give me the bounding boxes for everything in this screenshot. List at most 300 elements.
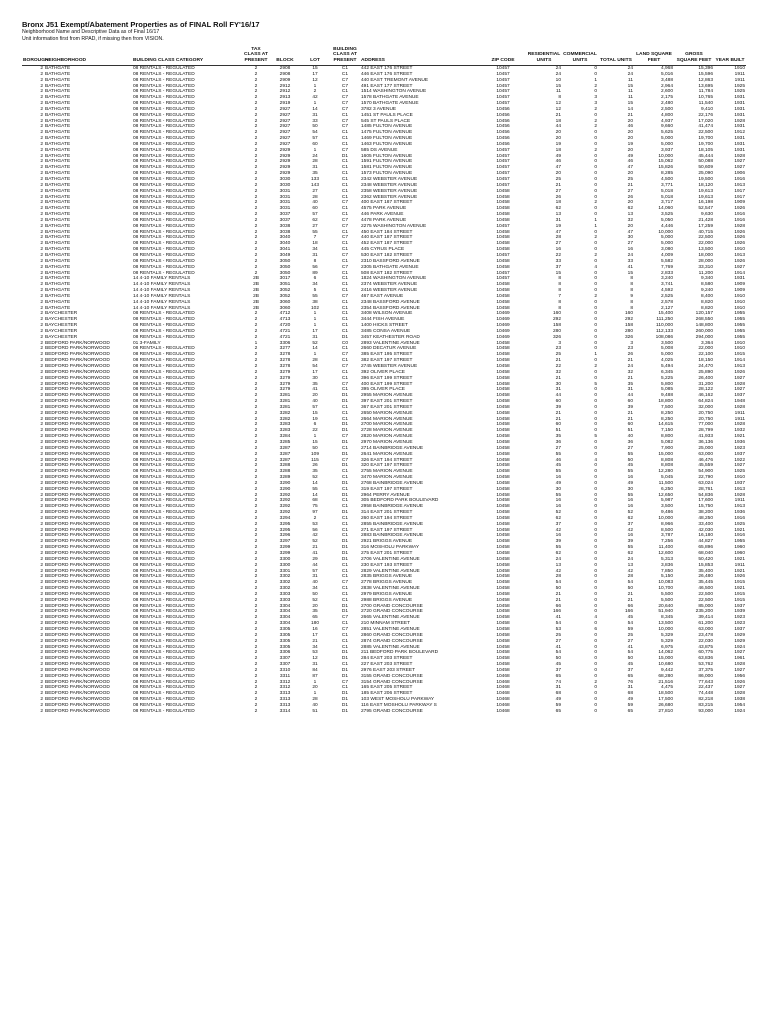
cell-neighborhood: BEDFORD PARK/NORWOOD	[45, 428, 110, 434]
cell-residential-units: 50	[555, 586, 561, 592]
cell-land-sqft: 15,826	[658, 165, 673, 171]
cell-building-class: C7	[341, 77, 349, 83]
cell-gross-sqft: 50,088	[698, 159, 713, 165]
cell-building-class: C7	[341, 147, 349, 153]
cell-lot: 34	[312, 247, 318, 253]
cell-land-sqft: 112,133	[656, 328, 673, 334]
cell-land-sqft: 8,966	[660, 521, 673, 527]
cell-year-built: 1928	[734, 422, 745, 428]
cell-tax-class: 2	[254, 194, 258, 200]
cell-neighborhood: BATHGATE	[45, 106, 71, 112]
cell-block: 3311	[279, 673, 291, 679]
cell-commercial-units: 0	[594, 358, 597, 364]
cell-year-built: 1928	[734, 662, 745, 668]
cell-borough: 2	[40, 650, 43, 656]
cell-gross-sqft: 50,609	[698, 165, 713, 171]
cell-total-units: 16	[627, 498, 633, 504]
cell-tax-class: 2	[254, 539, 258, 545]
cell-commercial-units: 0	[594, 568, 597, 574]
cell-address: 2855 BAINBRIDGE AVENUE	[361, 521, 424, 527]
cell-gross-sqft: 42,030	[698, 527, 713, 533]
cell-year-built: 1924	[734, 708, 745, 714]
cell-building-class-category: 08 RENTALS - REGULATED	[133, 463, 195, 469]
cell-commercial-units: 0	[594, 311, 597, 317]
table-header-row	[22, 47, 746, 66]
cell-gross-sqft: 9,410	[700, 106, 713, 112]
cell-tax-class: 1	[254, 340, 258, 346]
cell-land-sqft: 12,600	[658, 551, 673, 557]
cell-address: 1591 FULTON AVENUE	[361, 159, 413, 165]
cell-residential-units: 21	[555, 597, 561, 603]
cell-tax-class: 2	[254, 71, 258, 77]
cell-block: 3050	[279, 258, 291, 264]
cell-zip: 10458	[496, 282, 510, 288]
cell-residential-units: 52	[555, 510, 561, 516]
cell-commercial-units: 0	[594, 334, 597, 340]
cell-borough: 2	[40, 305, 43, 311]
cell-address: 2893 VALENTINE AVENUE	[361, 340, 420, 346]
cell-block: 2927	[279, 106, 291, 112]
cell-zip: 10458	[496, 375, 510, 381]
cell-residential-units: 21	[555, 410, 561, 416]
cell-lot: 14	[312, 492, 318, 498]
cell-commercial-units: 0	[594, 556, 597, 562]
cell-neighborhood: BATHGATE	[45, 141, 71, 147]
cell-lot: 30	[312, 375, 318, 381]
cell-lot: 97	[312, 510, 318, 516]
cell-address: 260 EAST 194 STREET	[361, 515, 413, 521]
cell-commercial-units: 0	[594, 422, 597, 428]
cell-land-sqft: 5,000	[660, 235, 673, 241]
cell-zip: 10458	[496, 609, 510, 615]
cell-tax-class: 2	[254, 95, 258, 101]
cell-building-class: C1	[341, 527, 349, 533]
cell-block: 3050	[279, 264, 291, 270]
cell-building-class: C1	[341, 323, 349, 329]
cell-total-units: 280	[624, 328, 633, 334]
cell-residential-units: 21	[555, 375, 561, 381]
cell-gross-sqft: 19,700	[698, 136, 713, 142]
cell-year-built: 1911	[734, 410, 745, 416]
cell-year-built: 1928	[734, 691, 745, 697]
cell-residential-units: 62	[555, 515, 561, 521]
cell-year-built: 1915	[734, 580, 745, 586]
cell-gross-sqft: 260,000	[695, 328, 713, 334]
cell-residential-units: 12	[555, 101, 561, 107]
cell-building-class: D1	[341, 539, 349, 545]
cell-zip: 10458	[496, 387, 510, 393]
column-header-gross-sqft: GROSS SQUARE FEET	[674, 47, 714, 66]
cell-building-class-category: 08 RENTALS - REGULATED	[133, 177, 195, 183]
cell-year-built: 1910	[734, 65, 745, 71]
cell-building-class: C1	[341, 574, 349, 580]
cell-gross-sqft: 82,218	[698, 697, 713, 703]
cell-tax-class: 2	[254, 323, 258, 329]
cell-borough: 2	[40, 486, 43, 492]
cell-total-units: 20	[627, 130, 633, 136]
cell-borough: 2	[40, 130, 43, 136]
cell-land-sqft: 2,480	[660, 101, 673, 107]
cell-land-sqft: 3,488	[660, 77, 673, 83]
cell-building-class-category: 08 RENTALS - REGULATED	[133, 375, 195, 381]
cell-zip: 10457	[496, 89, 510, 95]
cell-block: 3292	[279, 498, 291, 504]
cell-lot: 54	[312, 364, 318, 370]
cell-residential-units: 35	[555, 434, 561, 440]
cell-land-sqft: 11,500	[658, 480, 673, 486]
cell-tax-class: 2	[254, 317, 258, 323]
cell-address: 2829 VALENTINE AVENUE	[361, 568, 420, 574]
cell-year-built: 1909	[734, 200, 745, 206]
cell-commercial-units: 5	[594, 381, 597, 387]
cell-borough: 2	[40, 317, 43, 323]
cell-total-units: 46	[627, 159, 633, 165]
cell-neighborhood: BEDFORD PARK/NORWOOD	[45, 615, 110, 621]
cell-lot: 17	[312, 328, 318, 334]
cell-building-class-category: 08 RENTALS - REGULATED	[133, 469, 195, 475]
cell-borough: 2	[40, 293, 43, 299]
cell-total-units: 54	[627, 621, 633, 627]
cell-neighborhood: BEDFORD PARK/NORWOOD	[45, 521, 110, 527]
cell-address: 3782 3 AVENUE	[361, 106, 397, 112]
cell-land-sqft: 8,250	[660, 416, 673, 422]
cell-neighborhood: BEDFORD PARK/NORWOOD	[45, 551, 110, 557]
cell-commercial-units: 0	[594, 270, 597, 276]
cell-building-class-category: 08 RENTALS - REGULATED	[133, 656, 195, 662]
cell-lot: 52	[312, 340, 318, 346]
cell-zip: 10457	[496, 147, 510, 153]
cell-neighborhood: BEDFORD PARK/NORWOOD	[45, 702, 110, 708]
cell-building-class: C1	[341, 282, 349, 288]
cell-building-class: D1	[341, 393, 349, 399]
cell-lot: 75	[312, 504, 318, 510]
cell-borough: 2	[40, 264, 43, 270]
cell-block: 3282	[279, 410, 291, 416]
cell-gross-sqft: 36,136	[698, 439, 713, 445]
cell-total-units: 8	[630, 276, 633, 282]
cell-commercial-units: 0	[594, 644, 597, 650]
cell-neighborhood: BATHGATE	[45, 223, 71, 229]
cell-building-class-category: 08 RENTALS - REGULATED	[133, 393, 195, 399]
cell-gross-sqft: 8,580	[700, 282, 713, 288]
cell-lot: 57	[312, 404, 318, 410]
cell-tax-class: 2	[254, 591, 258, 597]
cell-land-sqft: 14,615	[658, 422, 673, 428]
cell-lot: 6	[313, 276, 317, 282]
cell-building-class-category: 08 RENTALS - REGULATED	[133, 702, 195, 708]
cell-commercial-units: 0	[594, 439, 597, 445]
cell-tax-class: 2	[254, 638, 258, 644]
cell-building-class-category: 08 RENTALS - REGULATED	[133, 685, 195, 691]
cell-year-built: 1955	[734, 311, 745, 317]
cell-lot: 102	[310, 305, 319, 311]
cell-commercial-units: 0	[594, 475, 597, 481]
cell-block: 3305	[279, 638, 291, 644]
cell-building-class-category: 08 RENTALS - REGULATED	[133, 445, 195, 451]
cell-zip: 10458	[496, 574, 510, 580]
cell-year-built: 1921	[734, 556, 745, 562]
cell-borough: 2	[40, 603, 43, 609]
cell-land-sqft: 111,250	[656, 317, 673, 323]
cell-address: 2820 MARION AVENUE	[361, 434, 413, 440]
cell-residential-units: 25	[555, 177, 561, 183]
cell-block: 3310	[279, 667, 291, 673]
cell-land-sqft: 3,500	[660, 340, 673, 346]
cell-total-units: 25	[627, 177, 633, 183]
cell-lot: 2	[313, 89, 317, 95]
cell-address: 392 OLIVER PLACE	[361, 369, 405, 375]
cell-residential-units: 24	[555, 556, 561, 562]
cell-residential-units: 33	[555, 258, 561, 264]
cell-neighborhood: BEDFORD PARK/NORWOOD	[45, 369, 110, 375]
cell-zip: 10458	[496, 632, 510, 638]
cell-year-built: 1909	[734, 282, 745, 288]
cell-borough: 2	[40, 83, 43, 89]
cell-residential-units: 280	[552, 328, 561, 334]
cell-year-built: 1915	[734, 597, 745, 603]
cell-residential-units: 24	[555, 71, 561, 77]
cell-tax-class: 2	[254, 434, 258, 440]
cell-address: 400 EAST 187 STREET	[361, 200, 413, 206]
cell-block: 2927	[279, 141, 291, 147]
cell-land-sqft: 4,800	[660, 112, 673, 118]
cell-tax-class: 2	[254, 77, 258, 83]
cell-gross-sqft: 38,200	[698, 510, 713, 516]
cell-tax-class: 2	[254, 165, 258, 171]
cell-year-built: 1916	[734, 515, 745, 521]
cell-building-class: C1	[341, 644, 349, 650]
cell-commercial-units: 0	[594, 182, 597, 188]
cell-commercial-units: 0	[594, 702, 597, 708]
cell-total-units: 33	[627, 258, 633, 264]
cell-lot: 1	[313, 101, 317, 107]
cell-borough: 2	[40, 235, 43, 241]
cell-neighborhood: BEDFORD PARK/NORWOOD	[45, 475, 110, 481]
cell-neighborhood: BEDFORD PARK/NORWOOD	[45, 393, 110, 399]
cell-borough: 2	[40, 644, 43, 650]
cell-residential-units: 54	[555, 580, 561, 586]
cell-commercial-units: 0	[594, 510, 597, 516]
cell-total-units: 50	[627, 457, 633, 463]
cell-total-units: 20	[627, 147, 633, 153]
cell-block: 3299	[279, 545, 291, 551]
cell-zip: 10458	[496, 475, 510, 481]
cell-tax-class: 2	[254, 679, 258, 685]
cell-total-units: 21	[627, 416, 633, 422]
cell-borough: 2	[40, 621, 43, 627]
cell-commercial-units: 0	[594, 632, 597, 638]
cell-block: 3292	[279, 504, 291, 510]
cell-address: 2728 MARION AVENUE	[361, 428, 413, 434]
cell-lot: 21	[312, 638, 318, 644]
cell-residential-units: 30	[555, 381, 561, 387]
cell-zip: 10458	[496, 194, 510, 200]
cell-commercial-units: 0	[594, 258, 597, 264]
cell-building-class: C7	[341, 118, 349, 124]
cell-neighborhood: BATHGATE	[45, 165, 71, 171]
cell-tax-class: 2B	[253, 288, 259, 294]
cell-building-class: C1	[341, 305, 349, 311]
cell-building-class: C1	[341, 247, 349, 253]
cell-total-units: 9	[630, 293, 633, 299]
cell-address: 116 EAST MOSHOLU PARKWAY S	[361, 702, 437, 708]
cell-total-units: 62	[627, 551, 633, 557]
cell-gross-sqft: 93,000	[698, 708, 713, 714]
cell-lot: 56	[312, 264, 318, 270]
cell-building-class: C7	[341, 434, 349, 440]
cell-address: 2874 GRAND CONCOURSE	[361, 638, 423, 644]
cell-total-units: 54	[627, 580, 633, 586]
cell-year-built: 1928	[734, 118, 745, 124]
cell-commercial-units: 0	[594, 580, 597, 586]
cell-address: 508 EAST 182 STREET	[361, 270, 413, 276]
cell-total-units: 55	[627, 492, 633, 498]
cell-gross-sqft: 22,790	[698, 475, 713, 481]
cell-gross-sqft: 11,540	[698, 101, 713, 107]
cell-lot: 62	[312, 217, 318, 223]
cell-residential-units: 49	[555, 153, 561, 159]
cell-year-built: 1909	[734, 288, 745, 294]
cell-zip: 10458	[496, 410, 510, 416]
cell-neighborhood: BATHGATE	[45, 71, 71, 77]
cell-commercial-units: 0	[594, 410, 597, 416]
cell-lot: 57	[312, 136, 318, 142]
cell-land-sqft: 15,000	[658, 656, 673, 662]
cell-building-class: C1	[341, 130, 349, 136]
cell-tax-class: 2	[254, 702, 258, 708]
cell-year-built: 1956	[734, 673, 745, 679]
cell-lot: 5	[313, 288, 317, 294]
cell-address: 2700 MARION AVENUE	[361, 422, 413, 428]
cell-neighborhood: BAYCHESTER	[45, 334, 78, 340]
cell-land-sqft: 14,062	[658, 650, 673, 656]
cell-building-class: C1	[341, 188, 349, 194]
cell-building-class-category: 08 RENTALS - REGULATED	[133, 381, 195, 387]
cell-residential-units: 51	[555, 428, 561, 434]
cell-gross-sqft: 22,000	[698, 241, 713, 247]
cell-tax-class: 2	[254, 463, 258, 469]
cell-year-built: 1910	[734, 475, 745, 481]
cell-address: 2641 MARION AVENUE	[361, 451, 413, 457]
cell-commercial-units: 0	[594, 697, 597, 703]
cell-year-built: 1955	[734, 334, 745, 340]
cell-address: 2342 WEBSTER AVENUE	[361, 177, 418, 183]
cell-land-sqft: 2,500	[660, 106, 673, 112]
cell-zip: 10457	[496, 153, 510, 159]
cell-address: 2745 WEBSTER AVENUE	[361, 364, 418, 370]
cell-building-class-category: 08 RENTALS - REGULATED	[133, 568, 195, 574]
cell-building-class: C1	[341, 182, 349, 188]
cell-residential-units: 8	[558, 288, 561, 294]
cell-tax-class: 2	[254, 252, 258, 258]
cell-year-built: 1955	[734, 539, 745, 545]
cell-land-sqft: 27,810	[658, 708, 673, 714]
cell-tax-class: 2	[254, 334, 258, 340]
cell-zip: 10458	[496, 504, 510, 510]
cell-address: 2348 BASSFORD AVENUE	[361, 299, 420, 305]
cell-lot: 15	[312, 439, 318, 445]
cell-building-class-category: 08 RENTALS - REGULATED	[133, 621, 195, 627]
cell-building-class: C1	[341, 416, 349, 422]
cell-block: 3313	[279, 702, 291, 708]
cell-tax-class: 2	[254, 691, 258, 697]
cell-neighborhood: BATHGATE	[45, 65, 71, 71]
cell-zip: 10468	[496, 673, 510, 679]
column-header-building-class: BUILDING CLASS AT PRESENT	[330, 47, 360, 66]
cell-neighborhood: BEDFORD PARK/NORWOOD	[45, 416, 110, 422]
cell-building-class-category: 08 RENTALS - REGULATED	[133, 428, 195, 434]
cell-year-built: 1910	[734, 299, 745, 305]
cell-residential-units: 45	[555, 662, 561, 668]
cell-neighborhood: BEDFORD PARK/NORWOOD	[45, 626, 110, 632]
cell-tax-class: 2	[254, 200, 258, 206]
cell-residential-units: 47	[555, 229, 561, 235]
cell-gross-sqft: 25,090	[698, 171, 713, 177]
cell-total-units: 24	[627, 71, 633, 77]
cell-neighborhood: BEDFORD PARK/NORWOOD	[45, 638, 110, 644]
cell-tax-class: 2	[254, 632, 258, 638]
cell-borough: 2	[40, 241, 43, 247]
cell-total-units: 21	[627, 375, 633, 381]
cell-tax-class: 2	[254, 428, 258, 434]
cell-building-class: C1	[341, 65, 349, 71]
cell-building-class-category: 08 RENTALS - REGULATED	[133, 434, 195, 440]
cell-year-built: 1927	[734, 650, 745, 656]
cell-building-class-category: 08 RENTALS - REGULATED	[133, 200, 195, 206]
cell-tax-class: 2	[254, 480, 258, 486]
cell-building-class-category: 08 RENTALS - REGULATED	[133, 586, 195, 592]
cell-borough: 2	[40, 387, 43, 393]
cell-land-sqft: 5,150	[660, 574, 673, 580]
cell-borough: 2	[40, 165, 43, 171]
cell-year-built: 1911	[734, 498, 745, 504]
cell-residential-units: 60	[555, 399, 561, 405]
cell-neighborhood: BEDFORD PARK/NORWOOD	[45, 457, 110, 463]
cell-gross-sqft: 35,445	[698, 580, 713, 586]
cell-block: 2908	[279, 71, 291, 77]
cell-neighborhood: BATHGATE	[45, 124, 71, 130]
cell-year-built: 1910	[734, 305, 745, 311]
cell-land-sqft: 5,000	[660, 136, 673, 142]
cell-land-sqft: 7,150	[660, 428, 673, 434]
cell-total-units: 8	[630, 299, 633, 305]
cell-building-class-category: 08 RENTALS - REGULATED	[133, 358, 195, 364]
cell-total-units: 30	[627, 235, 633, 241]
cell-gross-sqft: 22,030	[698, 638, 713, 644]
cell-block: 3038	[279, 229, 291, 235]
cell-year-built: 1931	[734, 136, 745, 142]
cell-neighborhood: BEDFORD PARK/NORWOOD	[45, 375, 110, 381]
cell-year-built: 1937	[734, 480, 745, 486]
cell-building-class-category: 08 RENTALS - REGULATED	[133, 188, 195, 194]
cell-borough: 2	[40, 673, 43, 679]
cell-zip: 10456	[496, 136, 510, 142]
cell-address: 2665 VALENTINE AVENUE	[361, 615, 420, 621]
cell-land-sqft: 51,940	[658, 609, 673, 615]
cell-land-sqft: 9,486	[660, 510, 673, 516]
cell-total-units: 326	[624, 334, 633, 340]
cell-neighborhood: BEDFORD PARK/NORWOOD	[45, 404, 110, 410]
cell-building-class-category: 08 RENTALS - REGULATED	[133, 609, 195, 615]
cell-tax-class: 2	[254, 182, 258, 188]
cell-address: 2768 BAINBRIDGE AVENUE	[361, 480, 424, 486]
cell-building-class-category: 08 RENTALS - REGULATED	[133, 533, 195, 539]
cell-building-class-category: 14 4-10 FAMILY RENTALS	[133, 305, 191, 311]
cell-address: 2714 BAINBRIDGE AVENUE	[361, 445, 424, 451]
cell-year-built: 1917	[734, 188, 745, 194]
cell-commercial-units: 0	[594, 65, 597, 71]
cell-building-class: D1	[341, 702, 349, 708]
